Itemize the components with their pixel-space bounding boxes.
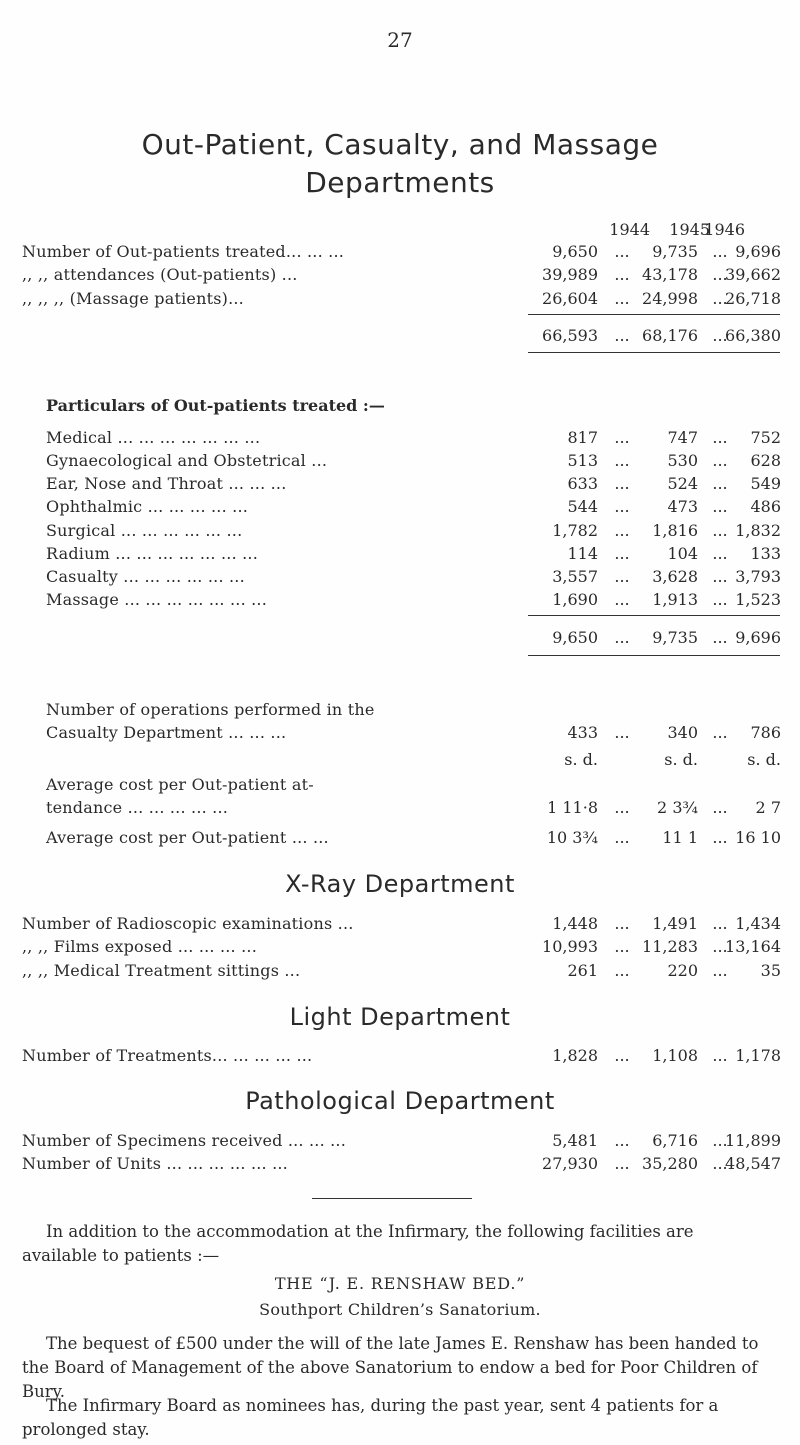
rule-outpatient-bottom — [528, 352, 780, 353]
particulars-row-value-leader: ... — [712, 474, 728, 493]
particulars-row-value-leader: ... — [614, 474, 630, 493]
outpatient-row-value-1945: 24,998 — [642, 289, 698, 308]
outpatient-row-value-1944: 26,604 — [542, 289, 598, 308]
xray-row-value-1946: 35 — [760, 961, 781, 980]
operations-value-1946: 786 — [750, 723, 781, 742]
renshaw-subtitle: Southport Children’s Sanatorium. — [259, 1300, 541, 1319]
avg-attendance-label-line2: tendance ... ... ... ... ... — [46, 798, 229, 817]
xray-row-value-1945: 11,283 — [642, 937, 698, 956]
particulars-row-value-1944: 817 — [567, 428, 598, 447]
renshaw-intro: In addition to the accommodation at the Infirmary, the following facilities are available to patients :— — [22, 1222, 694, 1265]
particulars-row-value-1946: 3,793 — [735, 567, 781, 586]
pathology-row-value-1944: 5,481 — [552, 1131, 598, 1150]
particulars-row-value-leader: ... — [712, 590, 728, 609]
xray-row-label: Number of Radioscopic examinations ... — [22, 914, 354, 933]
section-separator — [312, 1198, 472, 1199]
outpatient-total-leader: ... — [614, 326, 630, 345]
particulars-row-label: Radium ... ... ... ... ... ... ... — [46, 544, 258, 563]
pathology-row-value-1945: 35,280 — [642, 1154, 698, 1173]
particulars-row-value-1944: 3,557 — [552, 567, 598, 586]
avg-outpatient-label: Average cost per Out-patient ... ... — [46, 828, 329, 847]
xray-row-label: ,, ,, Medical Treatment sittings ... — [22, 961, 301, 980]
year-header-1945: 1945 — [669, 220, 710, 239]
particulars-row-value-1944: 513 — [567, 451, 598, 470]
particulars-row-value-1945: 747 — [667, 428, 698, 447]
outpatient-row-value-1945: 9,735 — [652, 242, 698, 261]
avg-attendance-value-leader: ... — [712, 798, 728, 817]
sd-header-1946: s. d. — [747, 750, 781, 769]
particulars-row-label: Ear, Nose and Throat ... ... ... — [46, 474, 287, 493]
operations-value-1944: 433 — [567, 723, 598, 742]
particulars-row-value-1944: 1,782 — [552, 521, 598, 540]
outpatient-total-1945: 68,176 — [642, 326, 698, 345]
light-row-value-1945: 1,108 — [652, 1046, 698, 1065]
xray-row-value-leader: ... — [614, 961, 630, 980]
particulars-row-value-leader: ... — [614, 497, 630, 516]
outpatient-row-value-1944: 9,650 — [552, 242, 598, 261]
xray-row-value-1944: 10,993 — [542, 937, 598, 956]
particulars-row-value-1944: 1,690 — [552, 590, 598, 609]
particulars-total-1944: 9,650 — [552, 628, 598, 647]
outpatient-row-value-leader: ... — [614, 242, 630, 261]
sd-header-1945: s. d. — [664, 750, 698, 769]
pathology-row-value-1944: 27,930 — [542, 1154, 598, 1173]
particulars-row-value-leader: ... — [712, 497, 728, 516]
particulars-total-leader: ... — [712, 628, 728, 647]
light-row-label: Number of Treatments... ... ... ... ... — [22, 1046, 313, 1065]
xray-row-value-leader: ... — [712, 914, 728, 933]
light-row-value-leader: ... — [614, 1046, 630, 1065]
xray-row-label: ,, ,, Films exposed ... ... ... ... — [22, 937, 257, 956]
light-row-value-1944: 1,828 — [552, 1046, 598, 1065]
particulars-row-value-leader: ... — [614, 544, 630, 563]
outpatient-row-value-1946: 26,718 — [725, 289, 781, 308]
operations-value-leader: ... — [614, 723, 630, 742]
pathology-row-value-1946: 11,899 — [725, 1131, 781, 1150]
particulars-row-value-leader: ... — [712, 544, 728, 563]
particulars-row-value-1945: 1,913 — [652, 590, 698, 609]
avg-outpatient-value-leader: ... — [712, 828, 728, 847]
particulars-row-label: Medical ... ... ... ... ... ... ... — [46, 428, 261, 447]
avg-attendance-value-leader: ... — [614, 798, 630, 817]
pathology-row-value-1946: 48,547 — [725, 1154, 781, 1173]
section-title-xray: X-Ray Department — [285, 870, 515, 898]
outpatient-total-leader: ... — [712, 326, 728, 345]
particulars-row-value-1946: 1,523 — [735, 590, 781, 609]
operations-value-1945: 340 — [667, 723, 698, 742]
pathology-row-value-leader: ... — [614, 1131, 630, 1150]
page-number: 27 — [387, 28, 413, 52]
outpatient-row-value-1944: 39,989 — [542, 265, 598, 284]
particulars-row-value-1946: 486 — [750, 497, 781, 516]
outpatient-row-label: ,, ,, attendances (Out-patients) ... — [22, 265, 298, 284]
outpatient-row-value-leader: ... — [614, 265, 630, 284]
particulars-row-value-1944: 633 — [567, 474, 598, 493]
xray-row-value-1946: 13,164 — [725, 937, 781, 956]
avg-attendance-value-1944: 1 11·8 — [547, 798, 598, 817]
particulars-row-label: Gynaecological and Obstetrical ... — [46, 451, 328, 470]
section-title-outpatient-line2: Departments — [305, 166, 495, 199]
pathology-row-value-1945: 6,716 — [652, 1131, 698, 1150]
pathology-row-value-leader: ... — [712, 1131, 728, 1150]
particulars-row-label: Casualty ... ... ... ... ... ... — [46, 567, 245, 586]
outpatient-row-label: ,, ,, ,, (Massage patients)... — [22, 289, 244, 308]
pathology-row-value-leader: ... — [614, 1154, 630, 1173]
xray-row-value-1945: 1,491 — [652, 914, 698, 933]
particulars-row-value-leader: ... — [614, 567, 630, 586]
light-row-value-1946: 1,178 — [735, 1046, 781, 1065]
outpatient-row-value-1946: 39,662 — [725, 265, 781, 284]
particulars-total-1945: 9,735 — [652, 628, 698, 647]
avg-outpatient-value-1945: 11 1 — [662, 828, 698, 847]
particulars-row-value-leader: ... — [614, 451, 630, 470]
section-title-pathology: Pathological Department — [245, 1087, 555, 1115]
xray-row-value-1945: 220 — [667, 961, 698, 980]
particulars-row-value-leader: ... — [614, 521, 630, 540]
xray-row-value-1946: 1,434 — [735, 914, 781, 933]
rule-particulars-top — [528, 615, 780, 616]
outpatient-row-value-leader: ... — [712, 242, 728, 261]
xray-row-value-leader: ... — [614, 937, 630, 956]
particulars-row-value-1945: 3,628 — [652, 567, 698, 586]
avg-attendance-value-1946: 2 7 — [755, 798, 781, 817]
avg-outpatient-value-leader: ... — [614, 828, 630, 847]
particulars-row-value-1946: 549 — [750, 474, 781, 493]
particulars-row-label: Surgical ... ... ... ... ... ... — [46, 521, 243, 540]
particulars-row-value-1945: 524 — [667, 474, 698, 493]
sd-header-1944: s. d. — [564, 750, 598, 769]
light-row-value-leader: ... — [712, 1046, 728, 1065]
operations-label-line2: Casualty Department ... ... ... — [46, 723, 287, 742]
year-header-1946: 1946 — [704, 220, 745, 239]
avg-attendance-label-line1: Average cost per Out-patient at- — [46, 775, 314, 794]
particulars-row-value-1944: 114 — [567, 544, 598, 563]
pathology-row-value-leader: ... — [712, 1154, 728, 1173]
xray-row-value-1944: 261 — [567, 961, 598, 980]
particulars-row-value-1946: 133 — [750, 544, 781, 563]
outpatient-row-value-leader: ... — [712, 289, 728, 308]
particulars-row-value-1946: 752 — [750, 428, 781, 447]
pathology-row-label: Number of Specimens received ... ... ... — [22, 1131, 346, 1150]
year-header-1944: 1944 — [609, 220, 650, 239]
operations-label-line1: Number of operations performed in the — [46, 700, 375, 719]
avg-outpatient-value-1944: 10 3¾ — [546, 828, 598, 847]
renshaw-title: THE “J. E. RENSHAW BED.” — [274, 1274, 526, 1293]
outpatient-row-value-leader: ... — [712, 265, 728, 284]
rule-particulars-bottom — [528, 655, 780, 656]
particulars-row-value-1945: 104 — [667, 544, 698, 563]
xray-row-value-leader: ... — [712, 937, 728, 956]
particulars-row-value-leader: ... — [712, 567, 728, 586]
particulars-row-label: Massage ... ... ... ... ... ... ... — [46, 590, 267, 609]
renshaw-paragraph-nominees: The Infirmary Board as nominees has, during the past year, sent 4 patients for a prolonged stay. — [22, 1396, 719, 1439]
particulars-row-value-leader: ... — [614, 590, 630, 609]
particulars-row-value-leader: ... — [712, 521, 728, 540]
particulars-row-value-1945: 473 — [667, 497, 698, 516]
avg-attendance-value-1945: 2 3¾ — [657, 798, 698, 817]
renshaw-paragraph-bequest: The bequest of £500 under the will of the late James E. Renshaw has been handed to the Board of Management of the above Sanatorium to endow a bed for Poor Children of Bury. — [22, 1334, 759, 1401]
particulars-row-value-leader: ... — [712, 428, 728, 447]
outpatient-row-value-1945: 43,178 — [642, 265, 698, 284]
xray-row-value-1944: 1,448 — [552, 914, 598, 933]
operations-value-leader: ... — [712, 723, 728, 742]
section-title-outpatient-line1: Out-Patient, Casualty, and Massage — [141, 128, 659, 161]
xray-row-value-leader: ... — [614, 914, 630, 933]
particulars-row-value-1945: 1,816 — [652, 521, 698, 540]
outpatient-row-label: Number of Out-patients treated... ... ... — [22, 242, 345, 261]
particulars-row-value-1946: 1,832 — [735, 521, 781, 540]
particulars-row-value-leader: ... — [614, 428, 630, 447]
xray-row-value-leader: ... — [712, 961, 728, 980]
particulars-total-1946: 9,696 — [735, 628, 781, 647]
section-title-light: Light Department — [289, 1003, 511, 1031]
outpatient-total-1946: 66,380 — [725, 326, 781, 345]
particulars-row-value-leader: ... — [712, 451, 728, 470]
particulars-heading: Particulars of Out-patients treated :— — [46, 396, 385, 415]
rule-outpatient-top — [528, 314, 780, 315]
particulars-row-value-1946: 628 — [750, 451, 781, 470]
outpatient-row-value-1946: 9,696 — [735, 242, 781, 261]
avg-outpatient-value-1946: 16 10 — [735, 828, 781, 847]
particulars-total-leader: ... — [614, 628, 630, 647]
particulars-row-value-1945: 530 — [667, 451, 698, 470]
particulars-row-value-1944: 544 — [567, 497, 598, 516]
particulars-row-label: Ophthalmic ... ... ... ... ... — [46, 497, 249, 516]
outpatient-row-value-leader: ... — [614, 289, 630, 308]
outpatient-total-1944: 66,593 — [542, 326, 598, 345]
pathology-row-label: Number of Units ... ... ... ... ... ... — [22, 1154, 288, 1173]
